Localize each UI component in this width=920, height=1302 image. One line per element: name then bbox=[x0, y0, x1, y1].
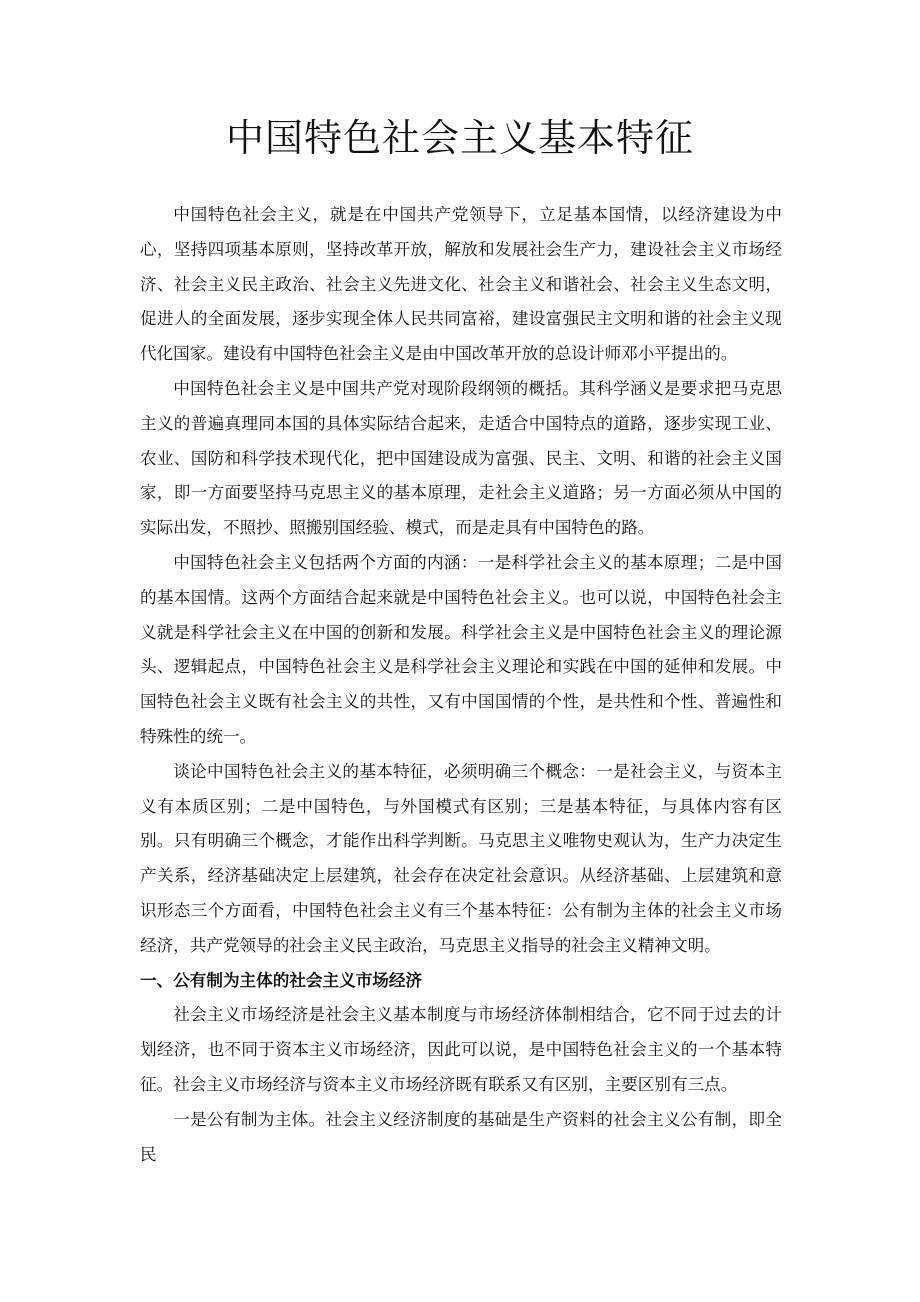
paragraph-2: 中国特色社会主义是中国共产党对现阶段纲领的概括。其科学涵义是要求把马克思主义的普遍真理同本国的具体实际结合起来，走适合中国特点的道路，逐步实现工业、农业、国防和科学技术现代化，把中国建设成为富强、民主、文明、和谐的社会主义国家，即一方面要坚持马克思主义的基本原理，走社会主义道路；另一方面必须从中国的实际出发，不照抄、照搬别国经验、模式，而是走具有中国特色的路。 bbox=[140, 378, 782, 538]
paragraph-3: 中国特色社会主义包括两个方面的内涵：一是科学社会主义的基本原理；二是中国的基本国情。这两个方面结合起来就是中国特色社会主义。也可以说，中国特色社会主义就是科学社会主义在中国的创新和发展。科学社会主义是中国特色社会主义的理论源头、逻辑起点，中国特色社会主义是科学社会主义理论和实践在中国的延伸和发展。中国特色社会主义既有社会主义的共性，又有中国国情的个性，是共性和个性、普遍性和特殊性的统一。 bbox=[140, 552, 782, 746]
section-heading: 一、公有制为主体的社会主义市场经济 bbox=[140, 970, 423, 990]
document-title: 中国特色社会主义基本特征 bbox=[225, 116, 694, 160]
section-paragraph-1: 社会主义市场经济是社会主义基本制度与市场经济体制相结合，它不同于过去的计划经济，也不同于资本主义市场经济，因此可以说，是中国特色社会主义的一个基本特征。社会主义市场经济与资本主义市场经济既有联系又有区别，主要区别有三点。 bbox=[140, 1005, 782, 1094]
document-body bbox=[140, 198, 782, 1172]
paragraph-1: 中国特色社会主义，就是在中国共产党领导下，立足基本国情，以经济建设为中心，坚持四项基本原则，坚持改革开放，解放和发展社会生产力，建设社会主义市场经济、社会主义民主政治、社会主义先进文化、社会主义和谐社会、社会主义生态文明，促进人的全面发展，逐步实现全体人民共同富裕，建设富强民主文明和谐的社会主义现代化国家。建设有中国特色社会主义是由中国改革开放的总设计师邓小平提出的。 bbox=[140, 205, 782, 364]
paragraph-4: 谈论中国特色社会主义的基本特征，必须明确三个概念：一是社会主义，与资本主义有本质区别；二是中国特色，与外国模式有区别；三是基本特征，与具体内容有区别。只有明确三个概念，才能作出科学判断。马克思主义唯物史观认为，生产力决定生产关系，经济基础决定上层建筑，社会存在决定社会意识。从经济基础、上层建筑和意识形态三个方面看，中国特色社会主义有三个基本特征：公有制为主体的社会主义市场经济，共产党领导的社会主义民主政治，马克思主义指导的社会主义精神文明。 bbox=[140, 761, 782, 955]
section-paragraph-2: 一是公有制为主体。社会主义经济制度的基础是生产资料的社会主义公有制，即全民 bbox=[140, 1109, 782, 1164]
